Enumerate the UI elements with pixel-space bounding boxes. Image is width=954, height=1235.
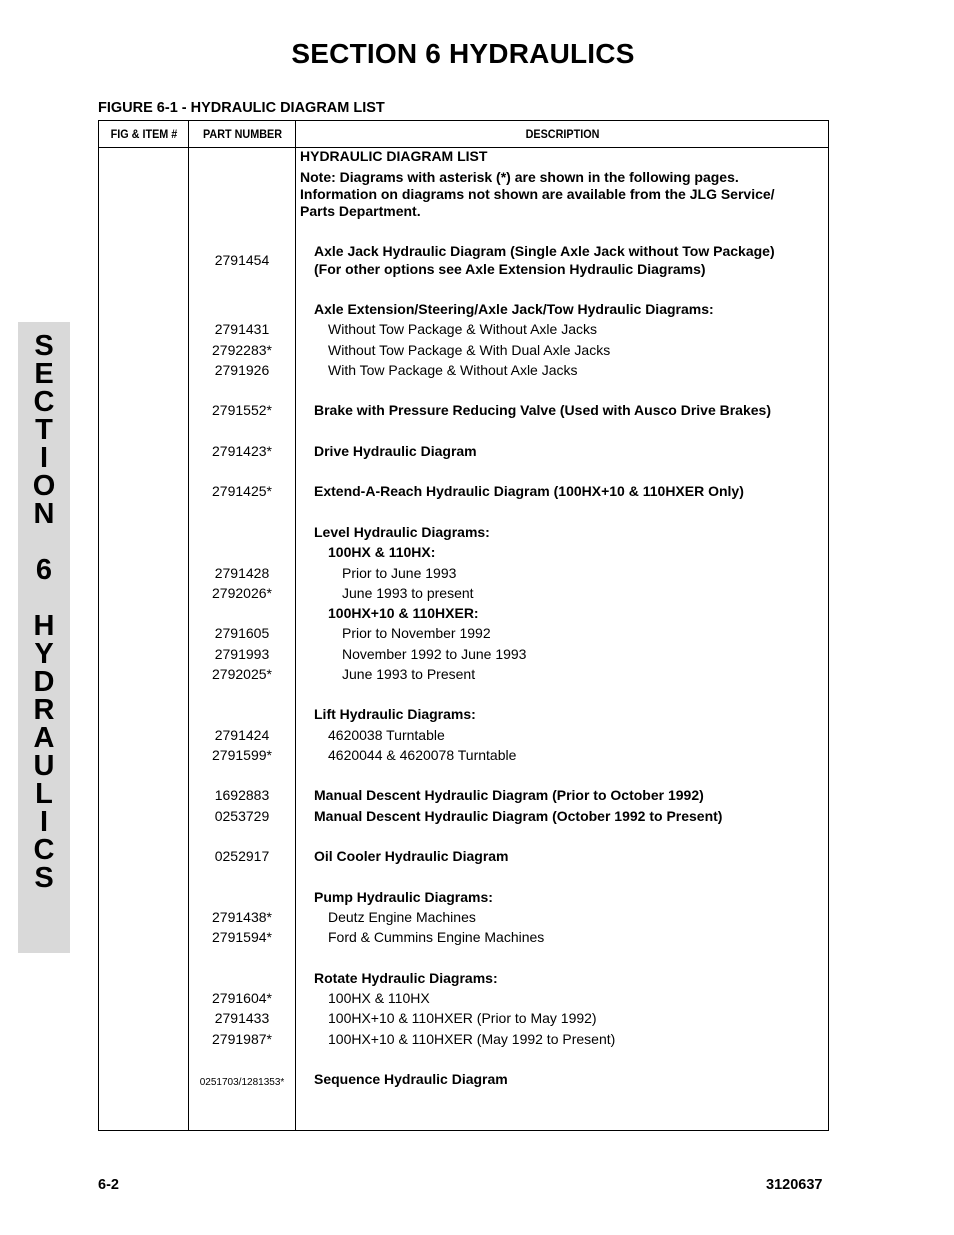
part-number: 2791431 — [214, 321, 270, 337]
description-text: Without Tow Package & With Dual Axle Jacks — [328, 342, 611, 358]
part-number: 2792025* — [212, 666, 272, 682]
side-tab-letter: 6 — [35, 554, 53, 586]
description-column — [296, 148, 829, 1131]
part-number: 2791604* — [212, 990, 272, 1006]
description-text: Pump Hydraulic Diagrams: — [314, 889, 493, 905]
section-side-tab — [18, 322, 70, 953]
note-line: Parts Department. — [300, 203, 421, 219]
part-number: 1692883 — [214, 787, 270, 803]
side-tab-letter: S — [34, 862, 54, 894]
part-number-column — [189, 148, 296, 1131]
side-tab-letter: N — [33, 498, 55, 530]
side-tab-letter: C — [33, 834, 55, 866]
description-text: With Tow Package & Without Axle Jacks — [328, 362, 578, 378]
side-tab-letter: R — [33, 694, 55, 726]
description-text: 100HX+10 & 110HXER (Prior to May 1992) — [328, 1010, 597, 1026]
description-text: Extend-A-Reach Hydraulic Diagram (100HX+10 & 110HXER Only) — [314, 483, 744, 499]
part-number: 2791987* — [212, 1031, 272, 1047]
hydraulic-diagram-table — [98, 120, 829, 1131]
side-tab-letter: O — [32, 470, 56, 502]
side-tab-letter: I — [39, 806, 49, 838]
part-number: 2791423* — [212, 443, 272, 459]
figure-title: FIGURE 6-1 - HYDRAULIC DIAGRAM LIST — [98, 100, 385, 116]
page-title: SECTION 6 HYDRAULICS — [291, 38, 635, 69]
part-number: 2791433 — [214, 1010, 270, 1026]
header-description: DESCRIPTION — [322, 121, 802, 148]
description-text: (For other options see Axle Extension Hydraulic Diagrams) — [314, 261, 706, 277]
description-text: Level Hydraulic Diagrams: — [314, 524, 490, 540]
part-number: 2791424 — [214, 727, 270, 743]
part-number: 2792283* — [212, 342, 272, 358]
side-tab-letter: C — [33, 386, 55, 418]
description-text: 100HX & 110HX: — [328, 544, 436, 560]
side-tab-letter: U — [33, 750, 55, 782]
description-text: November 1992 to June 1993 — [342, 646, 527, 662]
description-text: Axle Extension/Steering/Axle Jack/Tow Hydraulic Diagrams: — [314, 301, 714, 317]
description-text: Manual Descent Hydraulic Diagram (Prior to October 1992) — [314, 787, 704, 803]
side-tab-letter: E — [34, 358, 54, 390]
description-text: Sequence Hydraulic Diagram — [314, 1071, 508, 1087]
description-text: 4620044 & 4620078 Turntable — [328, 747, 517, 763]
description-text: 100HX & 110HX — [328, 990, 430, 1006]
part-number: 2791454 — [214, 252, 270, 268]
part-number: 0251703/1281353* — [199, 1077, 285, 1088]
side-tab-letter: H — [33, 610, 55, 642]
part-number: 2791594* — [212, 929, 272, 945]
part-number: 2791425* — [212, 483, 272, 499]
list-heading: HYDRAULIC DIAGRAM LIST — [300, 148, 488, 164]
description-text: Without Tow Package & Without Axle Jacks — [328, 321, 597, 337]
note-line: Note: Diagrams with asterisk (*) are shown in the following pages. — [300, 169, 739, 185]
side-tab-letter: S — [34, 330, 54, 362]
side-tab-letter: D — [33, 666, 55, 698]
side-tab-letter: A — [33, 722, 55, 754]
part-number: 2791926 — [214, 362, 270, 378]
part-number: 2791552* — [212, 402, 272, 418]
description-text: 100HX+10 & 110HXER (May 1992 to Present) — [328, 1031, 616, 1047]
part-number: 0252917 — [214, 848, 270, 864]
description-text: Brake with Pressure Reducing Valve (Used with Ausco Drive Brakes) — [314, 402, 771, 418]
part-number: 0253729 — [214, 808, 270, 824]
header-part-number: PART NUMBER — [194, 121, 290, 148]
description-text: Axle Jack Hydraulic Diagram (Single Axle Jack without Tow Package) — [314, 243, 775, 259]
part-number: 2791605 — [214, 625, 270, 641]
description-text: 100HX+10 & 110HXER: — [328, 605, 479, 621]
part-number: 2792026* — [212, 585, 272, 601]
description-text: Rotate Hydraulic Diagrams: — [314, 970, 498, 986]
description-text: June 1993 to Present — [342, 666, 476, 682]
part-number: 2791599* — [212, 747, 272, 763]
description-text: June 1993 to present — [342, 585, 474, 601]
side-tab-letter: L — [35, 778, 53, 810]
description-text: Lift Hydraulic Diagrams: — [314, 706, 476, 722]
part-number: 2791993 — [214, 646, 270, 662]
side-tab-letter: T — [35, 414, 53, 446]
description-text: Oil Cooler Hydraulic Diagram — [314, 848, 509, 864]
description-text: Prior to June 1993 — [342, 565, 457, 581]
description-text: Deutz Engine Machines — [328, 909, 476, 925]
description-text: Drive Hydraulic Diagram — [314, 443, 477, 459]
part-number: 2791438* — [212, 909, 272, 925]
fig-item-column — [99, 148, 189, 1131]
document-number: 3120637 — [766, 1177, 823, 1193]
page-number: 6-2 — [98, 1177, 119, 1193]
side-tab-letter: Y — [34, 638, 54, 670]
description-text: Ford & Cummins Engine Machines — [328, 929, 545, 945]
part-number: 2791428 — [214, 565, 270, 581]
description-text: 4620038 Turntable — [328, 727, 445, 743]
header-fig-item: FIG & ITEM # — [103, 121, 184, 148]
side-tab-letter: I — [39, 442, 49, 474]
description-text: Prior to November 1992 — [342, 625, 491, 641]
description-text: Manual Descent Hydraulic Diagram (October 1992 to Present) — [314, 808, 723, 824]
note-line: Information on diagrams not shown are available from the JLG Service/ — [300, 186, 775, 202]
